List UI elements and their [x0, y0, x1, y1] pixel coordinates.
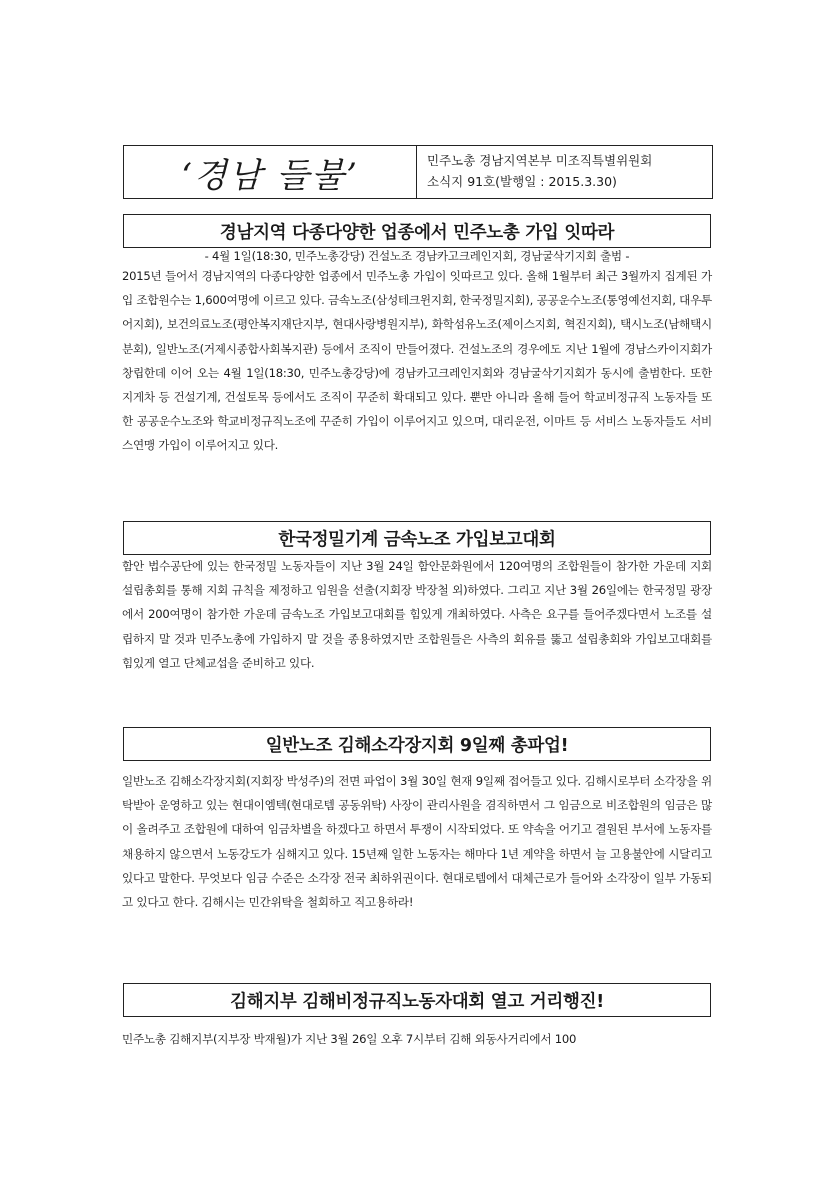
masthead [123, 145, 713, 199]
article-headline: 경남지역 다종다양한 업종에서 민주노총 가입 잇따라 [123, 214, 711, 248]
article-body: 2015년 들어서 경남지역의 다종다양한 업종에서 민주노총 가입이 잇따르고 있다. 올해 1월부터 최근 3월까지 집계된 가입 조합원수는 1,600여명에 이르고 있다. 금속노조(삼성테크윈지회, 한국정밀지회), 공공운수노조(통영예선지회, 대우투어지회), 보건의료노조(평안복지재단지부, 현대사랑병원지부), 화학섬유노조(제이스지회, 혁진지회), 택시노조(남해택시분회), 일반노조(거제시종합사회복지관) 등에서 조직이 만들어졌다. 건설노조의 경우에도 지난 1월에 경남스카이지회가 창립한데 이어 오는 4월 1일(18:30, 민주노총강당)에 경남카고크레인지회와 경남굴삭기지회가 동시에 출범한다. 또한 지게차 등 건설기계, 건설토목 등에서도 조직이 꾸준히 확대되고 있다. 뿐만 아니라 올해 들어 학교비정규직 노동자들 또한 공공운수노조와 학교비정규직노조에 꾸준히 가입이 이루어지고 있으며, 대리운전, 이마트 등 서비스 노동자들도 서비스연맹 가입이 이루어지고 있다. [122, 269, 712, 453]
issue-line: 소식지 91호(발행일 : 2015.3.30) [427, 174, 617, 189]
article-headline: 김해지부 김해비정규직노동자대회 열고 거리행진! [123, 983, 711, 1017]
article-body: 민주노총 김해지부(지부장 박재월)가 지난 3월 26일 오후 7시부터 김해 외동사거리에서 100 [122, 1032, 577, 1046]
article-body: 일반노조 김해소각장지회(지회장 박성주)의 전면 파업이 3월 30일 현재 9일째 접어들고 있다. 김해시로부터 소각장을 위탁받아 운영하고 있는 현대이엠텍(현대로템 공동위탁) 사장이 관리사원을 겸직하면서 그 임금으로 비조합원의 임금은 많이 올려주고 조합원에 대하여 임금차별을 하겠다고 하면서 투쟁이 시작되었다. 또 약속을 어기고 결원된 부서에 노동자를 채용하지 않으면서 노동강도가 심해지고 있다. 15년째 일한 노동자는 해마다 1년 계약을 하면서 늘 고용불안에 시달리고 있다고 말한다. 무엇보다 임금 수준은 소각장 전국 최하위권이다. 현대로템에서 대체근로가 들어와 소각장이 일부 가동되고 있다고 한다. 김해시는 민간위탁을 철회하고 직고용하라! [122, 774, 712, 910]
publisher-line: 민주노총 경남지역본부 미조직특별위원회 [427, 153, 653, 168]
article-body: 함안 법수공단에 있는 한국정밀 노동자들이 지난 3월 24일 함안문화원에서 120여명의 조합원들이 참가한 가운데 지회 설립총회를 통해 지회 규칙을 제정하고 임원을 선출(지회장 박장철 외)하였다. 그리고 지난 3월 26일에는 한국정밀 광장에서 200여명이 참가한 가운데 금속노조 가입보고대회를 힘있게 개최하였다. 사측은 요구를 들어주겠다면서 노조를 설립하지 말 것과 민주노총에 가입하지 말 것을 종용하였지만 조합원들은 사측의 회유를 뚫고 설립총회와 가입보고대회를 힘있게 열고 단체교섭을 준비하고 있다. [122, 559, 712, 670]
article-subhead: - 4월 1일(18:30, 민주노총강당) 건설노조 경남카고크레인지회, 경남굴삭기지회 출범 - [204, 249, 630, 263]
issue-info [417, 146, 712, 198]
newsletter-title: ‘경남 들불’ [124, 146, 417, 198]
article-headline: 일반노조 김해소각장지회 9일째 총파업! [123, 727, 711, 761]
article-headline: 한국정밀기계 금속노조 가입보고대회 [123, 521, 711, 555]
